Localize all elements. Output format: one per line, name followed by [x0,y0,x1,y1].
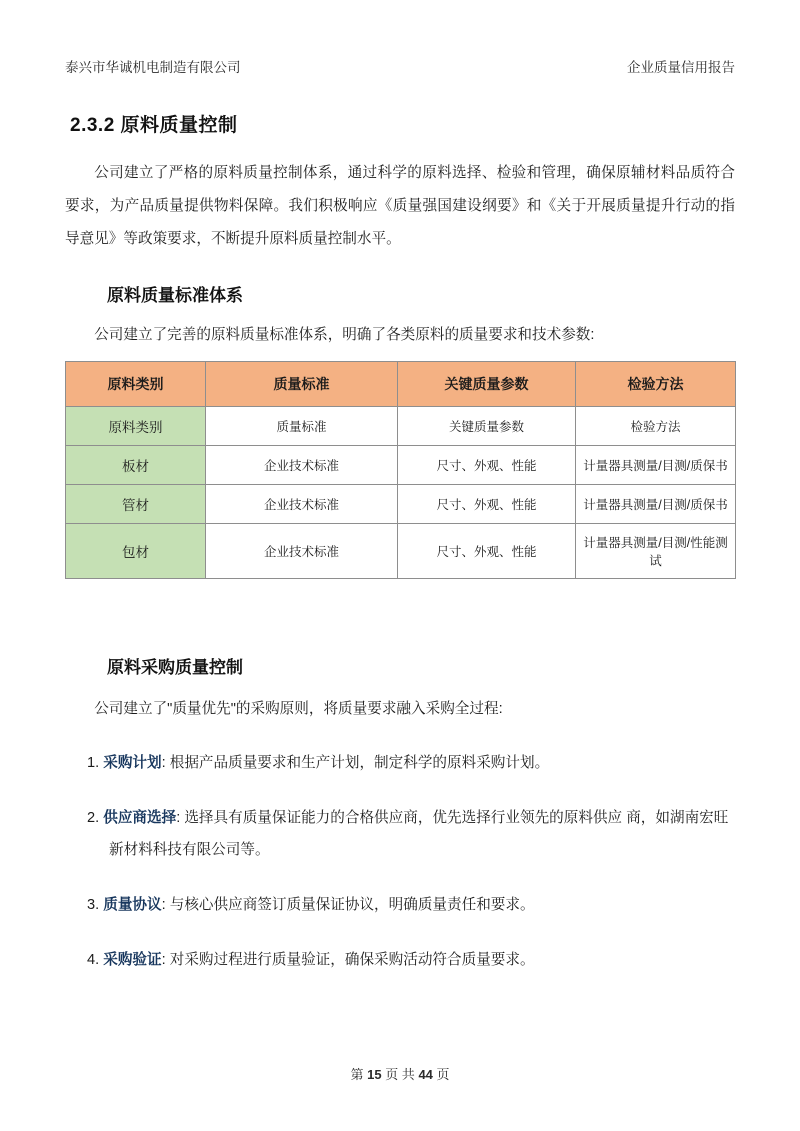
table-cell: 计量器具测量/目测/性能测试 [576,524,736,579]
step-name: 供应商选择 [103,809,177,826]
column-header: 质量标准 [206,362,398,407]
table-cell: 板材 [66,446,206,485]
step-number: 3. [87,897,100,914]
footer-middle: 页 共 [385,1067,415,1082]
list-item [65,889,735,922]
step-text: : 选择具有质量保证能力的合格供应商，优先选择行业领先的原料供应 商，如湖南宏旺新材料科技有限公司等。 [109,809,729,859]
column-header: 原料类别 [66,362,206,407]
step-name: 采购验证 [103,952,162,969]
footer-prefix: 第 [350,1067,364,1082]
step-name: 采购计划 [103,754,162,771]
table-header-row [66,362,736,407]
list-item [65,944,735,977]
step-number: 2. [87,809,100,826]
step-number: 4. [87,952,100,969]
step-number: 1. [87,754,100,771]
column-header: 关键质量参数 [398,362,576,407]
material-quality-standards-table [65,361,736,579]
table-cell: 尺寸、外观、性能 [398,524,576,579]
standards-lead: 公司建立了完善的原料质量标准体系，明确了各类原料的质量要求和技术参数: [94,327,595,344]
table-cell: 检验方法 [576,407,736,446]
table-cell: 尺寸、外观、性能 [398,446,576,485]
step-text: : 根据产品质量要求和生产计划，制定科学的原料采购计划。 [161,754,550,771]
table-cell: 企业技术标准 [206,446,398,485]
header-company: 泰兴市华诚机电制造有限公司 [65,60,241,75]
column-header: 检验方法 [576,362,736,407]
step-name: 质量协议 [103,897,162,914]
step-text: : 与核心供应商签订质量保证协议，明确质量责任和要求。 [161,897,535,914]
section-intro-paragraph: 公司建立了严格的原料质量控制体系，通过科学的原料选择、检验和管理，确保原辅材料品质符合要求，为产品质量提供物料保障。我们积极响应《质量强国建设纲要》和《关于开展质量提升行动的指导意见》等政策要求，不断提升原料质量控制水平。 [65,165,735,247]
table-row [66,485,736,524]
footer-page-number: 15 [367,1067,382,1082]
table-cell: 质量标准 [206,407,398,446]
table-cell: 计量器具测量/目测/质保书 [576,446,736,485]
list-item [65,802,735,868]
table-row [66,407,736,446]
procurement-steps-list [65,747,735,977]
table-cell: 管材 [66,485,206,524]
footer-suffix: 页 [436,1067,450,1082]
list-item [65,747,735,780]
table-row [66,524,736,579]
procurement-lead: 公司建立了"质量优先"的采购原则，将质量要求融入采购全过程: [94,701,503,718]
page-header [65,56,735,76]
standards-heading: 原料质量标准体系 [107,286,243,306]
table-cell: 企业技术标准 [206,524,398,579]
page-content [65,100,735,999]
page-footer [0,1064,800,1083]
table-cell: 包材 [66,524,206,579]
table-cell: 尺寸、外观、性能 [398,485,576,524]
section-heading: 2.3.2 原料质量控制 [70,115,238,136]
header-doc-title: 企业质量信用报告 [627,60,735,75]
table-cell: 计量器具测量/目测/质保书 [576,485,736,524]
step-text: : 对采购过程进行质量验证，确保采购活动符合质量要求。 [161,952,535,969]
table-row [66,446,736,485]
table-cell: 关键质量参数 [398,407,576,446]
footer-total-pages: 44 [418,1067,433,1082]
table-cell: 原料类别 [66,407,206,446]
table-cell: 企业技术标准 [206,485,398,524]
procurement-heading: 原料采购质量控制 [107,658,243,678]
